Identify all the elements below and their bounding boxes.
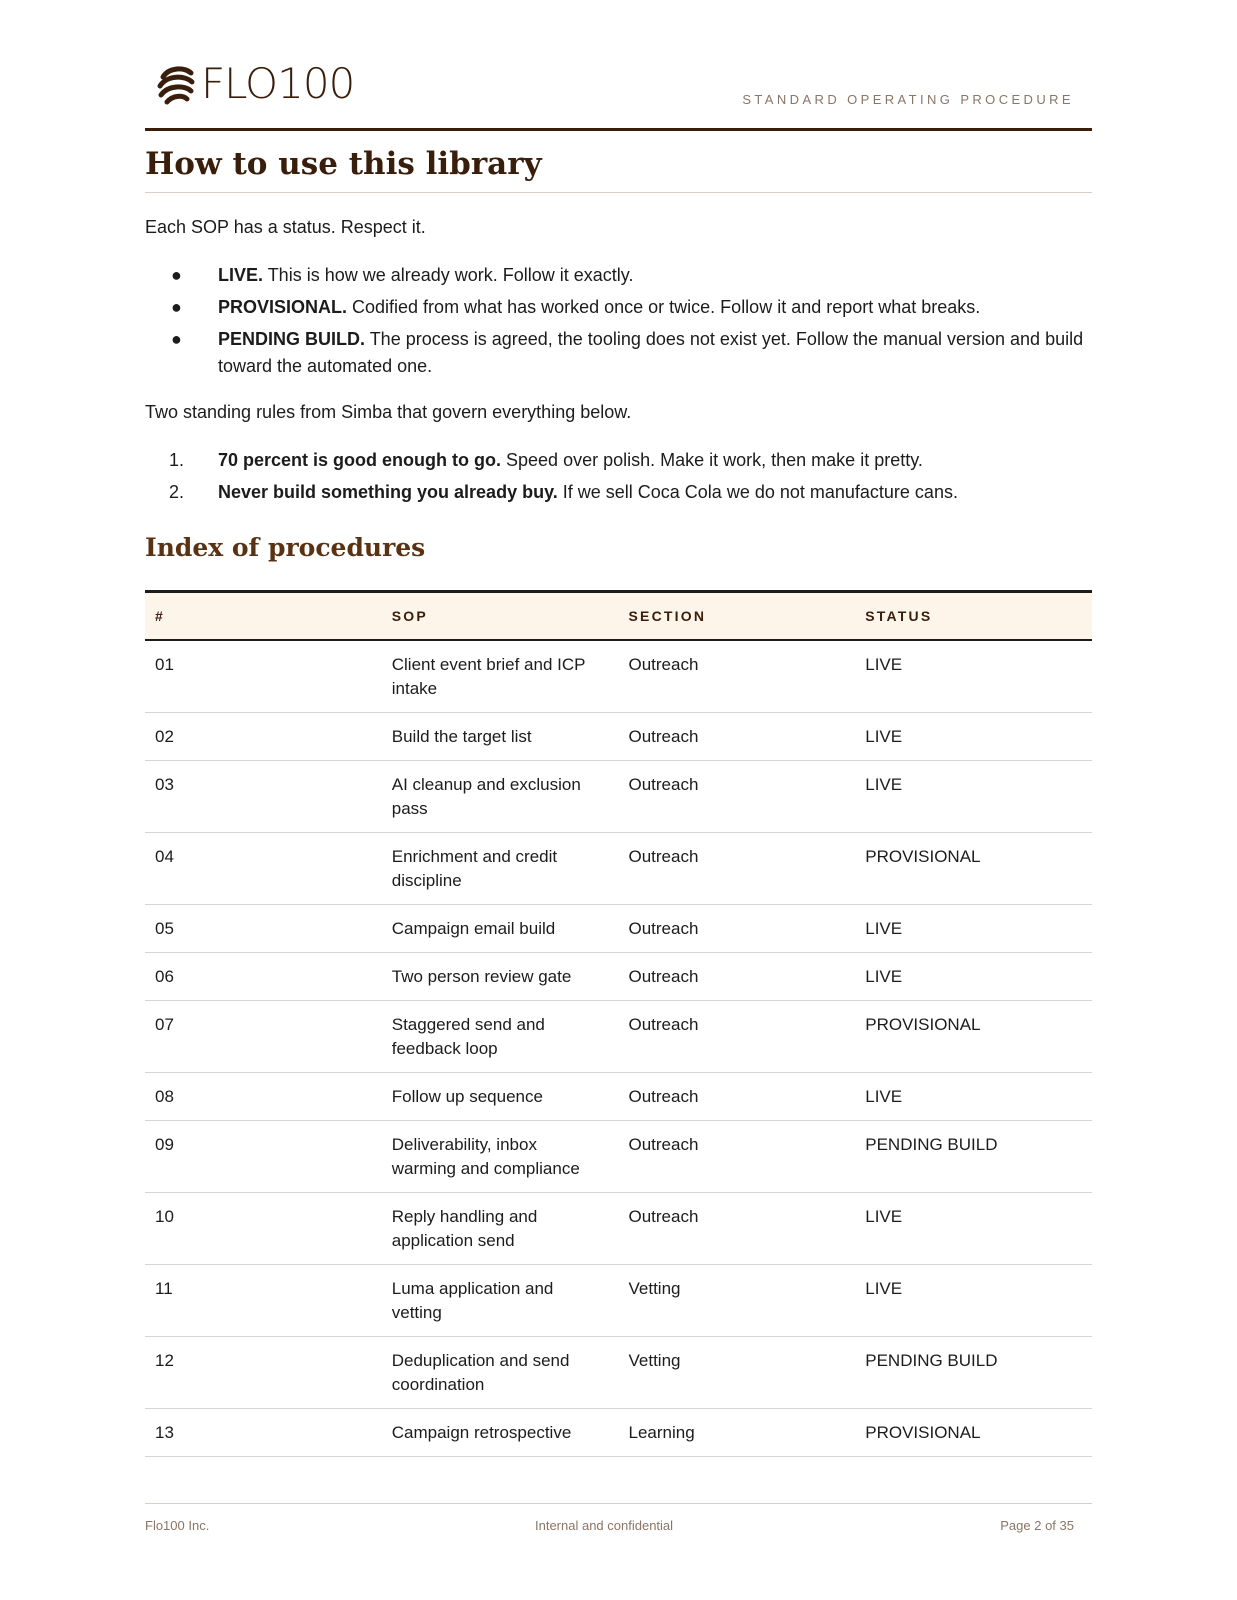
brand-logo [155, 59, 355, 108]
sop-section: Vetting [619, 1265, 856, 1337]
table-row [145, 833, 1092, 905]
rule-label: 70 percent is good enough to go. [218, 450, 502, 470]
sop-status: LIVE [855, 905, 1092, 953]
page-title: How to use this library [145, 146, 1092, 193]
column-header-number: # [145, 592, 382, 641]
sop-number: 08 [145, 1073, 382, 1121]
column-header-section: SECTION [619, 592, 856, 641]
table-row [145, 713, 1092, 761]
sop-section: Vetting [619, 1337, 856, 1409]
sop-status: PENDING BUILD [855, 1121, 1092, 1193]
status-list [145, 262, 1092, 385]
table-row [145, 1073, 1092, 1121]
sop-section: Outreach [619, 1073, 856, 1121]
sop-name: Client event brief and ICP intake [382, 640, 619, 713]
list-item [145, 326, 1092, 380]
sop-status: LIVE [855, 761, 1092, 833]
sop-name: Two person review gate [382, 953, 619, 1001]
page-footer [145, 1503, 1092, 1533]
sop-number: 12 [145, 1337, 382, 1409]
sop-number: 13 [145, 1409, 382, 1457]
list-item [145, 479, 1092, 506]
list-number: 2. [169, 482, 185, 502]
sop-name: Campaign retrospective [382, 1409, 619, 1457]
table-row [145, 1409, 1092, 1457]
rule-label: Never build something you already buy. [218, 482, 558, 502]
sop-section: Outreach [619, 1001, 856, 1073]
sop-number: 07 [145, 1001, 382, 1073]
table-row [145, 953, 1092, 1001]
sop-name: Deliverability, inbox warming and compliance [382, 1121, 619, 1193]
sop-section: Outreach [619, 953, 856, 1001]
sop-number: 03 [145, 761, 382, 833]
procedures-table [145, 590, 1092, 1457]
index-title: Index of procedures [145, 533, 426, 562]
sop-section: Outreach [619, 761, 856, 833]
sop-status: LIVE [855, 1265, 1092, 1337]
sop-number: 09 [145, 1121, 382, 1193]
status-label: PROVISIONAL. [218, 297, 348, 317]
column-header-sop: SOP [382, 592, 619, 641]
table-row [145, 905, 1092, 953]
column-header-status: STATUS [855, 592, 1092, 641]
status-description: The process is agreed, the tooling does not exist yet. Follow the manual version and build toward the automated one. [218, 329, 1084, 376]
list-item [145, 447, 1092, 474]
rules-list [145, 447, 1092, 511]
status-description: Codified from what has worked once or twice. Follow it and report what breaks. [347, 297, 981, 317]
table-row [145, 761, 1092, 833]
sop-status: PENDING BUILD [855, 1337, 1092, 1409]
page [145, 0, 1092, 1600]
page-header [145, 58, 1092, 131]
sop-name: Luma application and vetting [382, 1265, 619, 1337]
sop-status: PROVISIONAL [855, 1409, 1092, 1457]
table-row [145, 1337, 1092, 1409]
footer-company: Flo100 Inc. [145, 1518, 210, 1533]
sop-status: LIVE [855, 713, 1092, 761]
sop-name: AI cleanup and exclusion pass [382, 761, 619, 833]
sop-number: 01 [145, 640, 382, 713]
sop-name: Build the target list [382, 713, 619, 761]
sop-section: Outreach [619, 833, 856, 905]
sop-name: Follow up sequence [382, 1073, 619, 1121]
sop-number: 11 [145, 1265, 382, 1337]
sop-section: Outreach [619, 640, 856, 713]
sop-number: 10 [145, 1193, 382, 1265]
table-row [145, 1193, 1092, 1265]
sop-name: Staggered send and feedback loop [382, 1001, 619, 1073]
sop-number: 06 [145, 953, 382, 1001]
list-number: 1. [169, 450, 185, 470]
rule-description: If we sell Coca Cola we do not manufacture cans. [557, 482, 958, 502]
document-type-label: STANDARD OPERATING PROCEDURE [742, 92, 1074, 107]
sop-section: Outreach [619, 905, 856, 953]
sop-status: LIVE [855, 1073, 1092, 1121]
sop-section: Learning [619, 1409, 856, 1457]
sop-status: PROVISIONAL [855, 833, 1092, 905]
sop-status: LIVE [855, 640, 1092, 713]
sop-section: Outreach [619, 1121, 856, 1193]
sop-number: 04 [145, 833, 382, 905]
sop-name: Deduplication and send coordination [382, 1337, 619, 1409]
table-header-row [145, 592, 1092, 641]
sop-status: PROVISIONAL [855, 1001, 1092, 1073]
table-row [145, 1121, 1092, 1193]
sop-name: Reply handling and application send [382, 1193, 619, 1265]
rule-description: Speed over polish. Make it work, then make it pretty. [501, 450, 923, 470]
table-row [145, 1265, 1092, 1337]
status-label: LIVE. [218, 265, 264, 285]
status-description: This is how we already work. Follow it exactly. [263, 265, 634, 285]
table-row [145, 1001, 1092, 1073]
bullet-icon: ● [171, 265, 182, 285]
footer-confidentiality: Internal and confidential [535, 1518, 674, 1533]
footer-page-number: Page 2 of 35 [1000, 1518, 1074, 1533]
sop-number: 02 [145, 713, 382, 761]
sop-status: LIVE [855, 1193, 1092, 1265]
logo-wordmark: FLO100 [201, 59, 355, 108]
sop-name: Enrichment and credit discipline [382, 833, 619, 905]
sop-name: Campaign email build [382, 905, 619, 953]
flo-swirl-icon [155, 63, 197, 105]
status-label: PENDING BUILD. [218, 329, 366, 349]
intro-text: Each SOP has a status. Respect it. [145, 217, 426, 237]
sop-section: Outreach [619, 713, 856, 761]
list-item [145, 262, 1092, 289]
sop-number: 05 [145, 905, 382, 953]
sop-section: Outreach [619, 1193, 856, 1265]
bullet-icon: ● [171, 297, 182, 317]
bullet-icon: ● [171, 329, 182, 349]
sop-status: LIVE [855, 953, 1092, 1001]
table-row [145, 640, 1092, 713]
list-item [145, 294, 1092, 321]
rules-intro-text: Two standing rules from Simba that govern everything below. [145, 402, 632, 422]
